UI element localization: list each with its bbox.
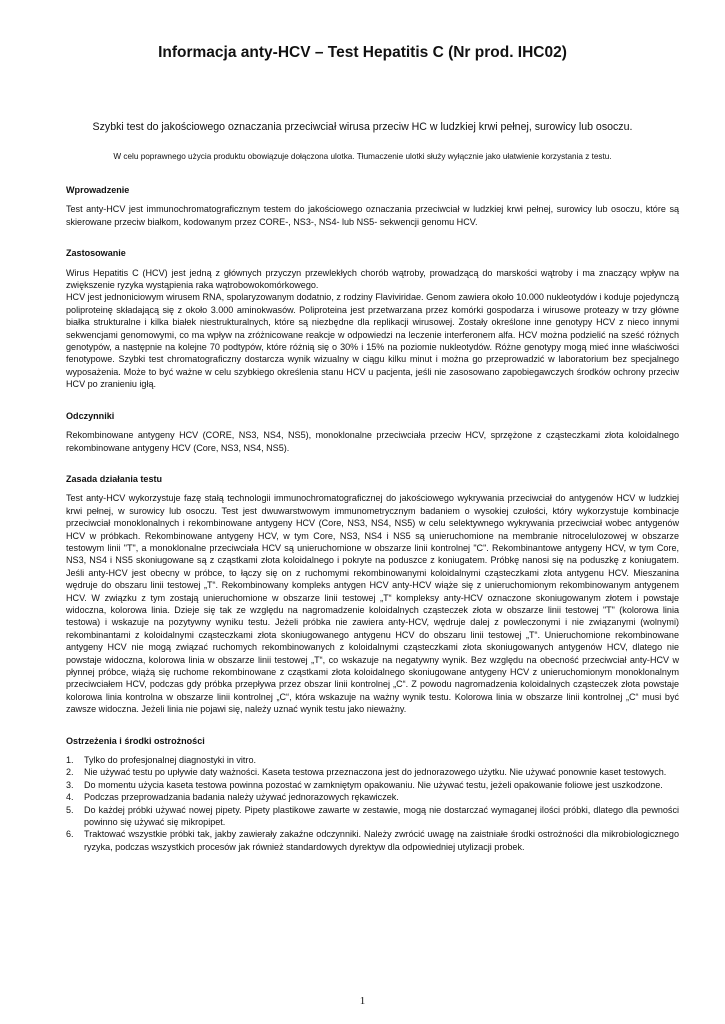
- section-reagents: [66, 410, 679, 454]
- list-item-number: 3.: [66, 779, 74, 790]
- document-body: [66, 184, 679, 872]
- list-item: [66, 766, 679, 778]
- section-heading: Zastosowanie: [66, 248, 126, 259]
- section-paragraph: Test anty-HCV wykorzystuje fazę stałą technologii immunochromatograficznej do jakościowego wykrywania przeciwciał do antygenów HCV w ludzkiej krwi pełnej, w surowicy lub osoczu. Test jest dwuwarstwowym immunometrycznym badaniem o wysokiej czułości, który wykorzystuje kombinacje przeciwciał monoklonalnych i rekombinowane antygeny HCV (Core, NS3, NS4, NS5) w celu selektywnego wykrywania przeciwciał wobec antygenów HCV w próbkach. Rekombinowane antygeny HCV, w tym Core, NS3, NS4 i NS5 są unieruchomione na membranie nitrocelulozowej w obszarze testowym linii "T", a monoklonalne przeciwciała HCV są unieruchomione w obszarze linii kontrolnej "C". Rekombinantowe antygeny HCV, w tym Core, NS3, NS4 i NS5 skoniugowane są z cząstkami złota koloidalnego i pokryte na poduszce z koniugatem. Próbkę nanosi się na poduszkę z koniugatem. Jeśli anty-HCV jest obecny w próbce, to łączy się on z ruchomymi rekombinowanymi koloidalnymi cząsteczkami złota antygenu HCV. Mieszanina wędruje do obszaru linii testowej „T“. Rekombinowany kompleks antygen HCV anty-HCV wiąże się z unieruchomionym rekombinowanym antygenem HCV. W związku z tym zostają unieruchomione w obszarze linii testowej „T“ kompleksy anty-HCV oznaczone skoniugowanym złotem i powstaje widoczna, kolorowa linia. Dzieje się tak ze względu na nagromadzenie koloidalnych cząsteczek złota w obszarze linii testowej "T" (kolorowa linia testowa) i wskazuje na pozytywny wyniku testu. Jeżeli próbka nie zawiera anty-HCV, wędruje dalej z powleczonymi i nie związanymi (wolnymi) rekombinantami z koloidalnymi cząsteczkami złota skoniugowanego antygenu HCV do obszaru linii testowej „T“. Unieruchomione rekombinowane antygeny HCV nie mogą związać ruchomych rekombinowanych z koloidalnymi cząsteczkami złota skoniugowanych antygenów HCV, dlatego nie powstaje widoczna, kolorowa linia w obszarze linii testowej „T“, co wskazuje na negatywny wynik. Bez względu na obecność przeciwciał anty-HCV w płynnej próbce, wiążą się ruchome rekombinowane z cząstkami złota koloidalnego skoniugowane antygeny HCV z unieruchomionym monoklonalnym przeciwciałem HCV, podczas gdy próbka przepływa przez obszar linii kontrolnej „C“. Z powodu nagromadzenia koloidalnych cząsteczek złota powstaje kolorowa linia kontrolna w obszarze linii kontrolnej „C“, która wskazuje na ważny wynik testu. Kolorowa linia w obszarze linii kontrolnej „C“ musi być zawsze widoczna. Jeżeli linia nie pojawi się, należy uznać wynik testu jako nieważny.: [66, 493, 679, 715]
- list-item: [66, 804, 679, 829]
- section-application: [66, 247, 679, 390]
- page-number: 1: [359, 995, 366, 1007]
- section-warnings: [66, 735, 679, 854]
- list-item: [66, 828, 679, 853]
- document-title: Informacja anty-HCV – Test Hepatitis C (Nr prod. IHC02): [158, 44, 567, 61]
- list-item-number: 2.: [66, 767, 74, 778]
- section-heading: Wprowadzenie: [66, 185, 130, 195]
- list-item-text: Traktować wszystkie próbki tak, jakby zawierały zakaźne odczynniki. Należy zwrócić uwagę na zaistniałe środki ostrożności dla mikrobiologicznego ryzyka, podczas wszystkich procesów jak również standardowych dyrektyw dla odpowiedniej utylizacji probek.: [84, 829, 679, 852]
- list-item-text: Podczas przeprowadzania badania należy używać jednorazowych rękawiczek.: [84, 792, 399, 803]
- section-heading: Ostrzeżenia i środki ostrożności: [66, 735, 205, 746]
- section-principle: [66, 473, 679, 716]
- list-item-number: 6.: [66, 829, 74, 840]
- document-subtitle: Szybki test do jakościowego oznaczania przeciwciał wirusa przeciw HC w ludzkiej krwi pełnej, surowicy lub osoczu.: [92, 121, 633, 133]
- list-item-text: Do każdej próbki używać nowej pipety. Pipety plastikowe zawarte w zestawie, mogą nie dostarczać wymaganej ilości próbki, dlatego dla pewności powinno się używać się mikropipet.: [84, 804, 679, 828]
- section-paragraph: Rekombinowane antygeny HCV (CORE, NS3, NS4, NS5), monoklonalne przeciwciała przeciw HCV, sprzężone z cząsteczkami złota koloidalnego rekombinowane antygeny HCV (Core, NS3, NS4, NS5).: [66, 430, 679, 453]
- list-item-number: 4.: [66, 792, 74, 803]
- list-item-number: 1.: [66, 755, 74, 766]
- section-paragraph: Wirus Hepatitis C (HCV) jest jedną z głównych przyczyn przewlekłych chorób wątroby, prowadzącą do marskości wątroby i ma znaczący wpływ na zwiększenie ryzyka wystąpienia raka wątrobowokomórkowego.: [66, 267, 679, 291]
- warnings-list: [66, 754, 679, 853]
- list-item: [66, 754, 679, 766]
- section-paragraph: HCV jest jednoniciowym wirusem RNA, spolaryzowanym dodatnio, z rodziny Flaviviridae. Genom zawiera około 10.000 nukleotydów i koduje pojedynczą poliproteinę składającą się z około 3.000 aminokwasów. Poliproteina jest przetwarzana przez komórki gospodarza i wirusowe proteazy w trzy główne białka strukturalne i kilka białek niestrukturalnych, które są niezbędne dla replikacji wirusowej. Zostały określone inne genotypy HCV z nieco innymi sekwencjami genomowymi, co ma wpływ na zróżnicowane reakcje w odpowiedzi na leczenie interferonem alfa. HCV można podzielić na sześć różnych genotypów, a następnie na kolejne 70 podtypów, które różnią się o 30% i 15% na poziomie nukleotydów. Różne genotypy mogą mieć inne właściwości fenotypowe. Szybki test chromatograficzny dostarcza wynik wizualny w ciągu kilku minut i można go przeprowadzić w laboratorium bez specjalnego wyposażenia. Może to być ważne w celu szybkiego określenia stanu HCV u pacjenta, jeśli nie zasosowano zapobiegawczych środków ochrony przeciw HCV po zranieniu igłą.: [66, 292, 679, 390]
- section-intro: [66, 184, 679, 228]
- list-item: [66, 779, 679, 791]
- section-heading: Zasada działania testu: [66, 473, 163, 484]
- list-item-text: Nie używać testu po upływie daty ważności. Kaseta testowa przeznaczona jest do jednorazowego użytku. Nie używać ponownie kaset testowych.: [84, 767, 667, 778]
- section-paragraph: Test anty-HCV jest immunochromatograficznym testem do jakościowego oznaczania przeciwciał w ludzkiej krwi pełnej, surowicy lub osoczu, które są skierowane przeciw białkom, kodowanym przez CORE-, NS3-, NS4- lub NS5- sekwencji genomu HCV.: [66, 204, 679, 227]
- list-item-text: Do momentu użycia kaseta testowa powinna pozostać w zamkniętym opakowaniu. Nie używać testu, jeżeli opakowanie foliowe jest uszkodzone.: [84, 779, 663, 790]
- list-item-text: Tylko do profesjonalnej diagnostyki in vitro.: [84, 755, 256, 766]
- list-item-number: 5.: [66, 804, 74, 815]
- list-item: [66, 791, 679, 803]
- section-heading: Odczynniki: [66, 410, 115, 421]
- leaflet-notice: W celu poprawnego użycia produktu obowiązuje dołączona ulotka. Tłumaczenie ulotki służy wyłącznie jako ułatwienie korzystania z testu.: [113, 152, 612, 161]
